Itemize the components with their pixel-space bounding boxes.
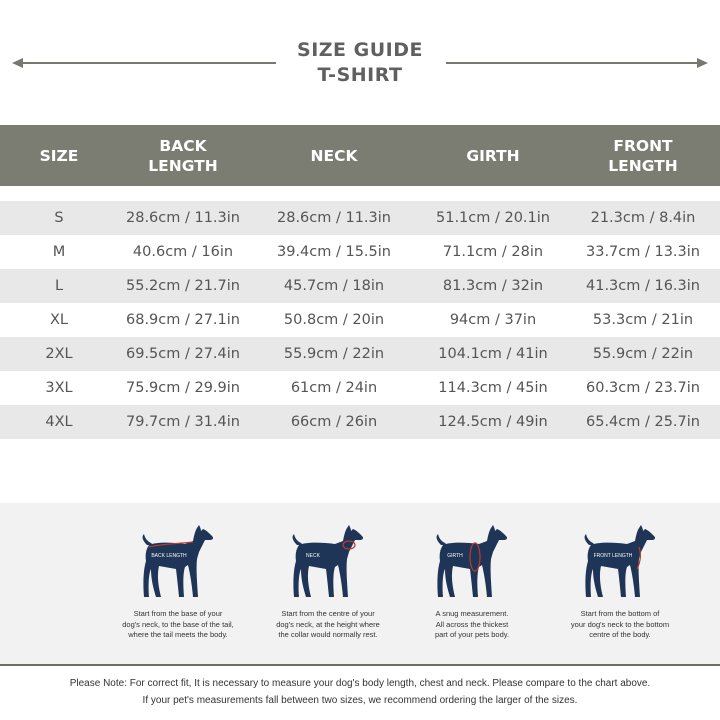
front-length-cell: 41.3cm / 16.3in <box>586 278 700 294</box>
girth-description: A snug measurement. All across the thickest part of your pets body. <box>434 609 510 639</box>
column-header-size: SIZE <box>39 146 79 165</box>
front-length-cell: 60.3cm / 23.7in <box>586 380 700 396</box>
guide-label-front-length: FRONT LENGTH <box>593 553 633 559</box>
guide-label-neck: NECK <box>306 553 320 559</box>
neck-cell: 45.7cm / 18in <box>283 278 385 294</box>
neck-cell: 28.6cm / 11.3in <box>277 210 391 226</box>
size-cell: S <box>54 210 64 226</box>
fit-note-line-2: If your pet's measurements fall between two sizes, we recommend ordering the larger of the sizes. <box>142 695 578 706</box>
header <box>0 0 720 125</box>
neck-cell: 61cm / 24in <box>290 380 378 396</box>
neck-guide <box>253 521 403 641</box>
right-arrow-icon <box>446 58 708 68</box>
table-row <box>0 337 720 371</box>
girth-guide <box>397 521 547 641</box>
girth-cell: 51.1cm / 20.1in <box>436 210 550 226</box>
column-header-girth: GIRTH <box>466 146 520 165</box>
dog-front-length-icon <box>575 521 665 603</box>
table-row <box>0 201 720 235</box>
girth-cell: 94cm / 37in <box>449 312 537 328</box>
back-length-cell: 68.9cm / 27.1in <box>126 312 240 328</box>
back-length-cell: 28.6cm / 11.3in <box>126 210 240 226</box>
back-length-cell: 69.5cm / 27.4in <box>126 346 240 362</box>
neck-description: Start from the centre of your dog's neck, at the height where the collar would normally rest. <box>276 609 380 639</box>
page-title: SIZE GUIDE <box>297 39 423 61</box>
girth-cell: 114.3cm / 45in <box>438 380 548 396</box>
size-cell: L <box>54 278 64 294</box>
divider <box>0 664 720 666</box>
back-length-cell: 79.7cm / 31.4in <box>126 414 240 430</box>
neck-cell: 39.4cm / 15.5in <box>277 244 391 260</box>
front-length-cell: 21.3cm / 8.4in <box>590 210 696 226</box>
column-header-neck: NECK <box>310 146 358 165</box>
guide-label-back-length: BACK LENGTH <box>151 553 187 559</box>
back-length-cell: 75.9cm / 29.9in <box>126 380 240 396</box>
girth-cell: 81.3cm / 32in <box>442 278 544 294</box>
table-row <box>0 371 720 405</box>
dog-neck-icon <box>283 521 373 603</box>
page-subtitle: T-SHIRT <box>317 64 403 86</box>
size-table-body <box>0 201 720 439</box>
size-cell: M <box>52 244 66 260</box>
front-length-guide <box>545 521 695 641</box>
back-length-guide <box>103 521 253 641</box>
front-length-cell: 65.4cm / 25.7in <box>586 414 700 430</box>
measurement-guide-panel <box>0 503 720 664</box>
size-cell: 2XL <box>45 346 73 362</box>
girth-cell: 71.1cm / 28in <box>442 244 544 260</box>
back-length-description: Start from the base of your dog's neck, to the base of the tail, where the tail meets the body. <box>122 609 234 639</box>
size-cell: XL <box>49 312 68 328</box>
column-header-back-length: BACK LENGTH <box>148 136 218 175</box>
back-length-cell: 55.2cm / 21.7in <box>126 278 240 294</box>
table-row <box>0 405 720 439</box>
front-length-description: Start from the bottom of your dog's neck to the bottom centre of the body. <box>570 609 670 639</box>
neck-cell: 55.9cm / 22in <box>283 346 385 362</box>
fit-note-line-1: Please Note: For correct fit, It is necessary to measure your dog's body length, chest and neck. Please compare to the chart above. <box>69 678 651 689</box>
dog-back-length-icon <box>133 521 223 603</box>
front-length-cell: 55.9cm / 22in <box>592 346 694 362</box>
table-row <box>0 235 720 269</box>
fit-note <box>0 675 720 709</box>
table-row <box>0 269 720 303</box>
table-row <box>0 303 720 337</box>
neck-cell: 50.8cm / 20in <box>283 312 385 328</box>
size-cell: 4XL <box>45 414 73 430</box>
girth-cell: 124.5cm / 49in <box>438 414 548 430</box>
size-cell: 3XL <box>45 380 73 396</box>
girth-cell: 104.1cm / 41in <box>438 346 548 362</box>
front-length-cell: 53.3cm / 21in <box>592 312 694 328</box>
table-header <box>0 125 720 186</box>
front-length-cell: 33.7cm / 13.3in <box>586 244 700 260</box>
back-length-cell: 40.6cm / 16in <box>132 244 234 260</box>
neck-cell: 66cm / 26in <box>290 414 378 430</box>
dog-girth-icon <box>427 521 517 603</box>
column-header-front-length: FRONT LENGTH <box>608 136 678 175</box>
guide-label-girth: GIRTH <box>447 553 463 559</box>
